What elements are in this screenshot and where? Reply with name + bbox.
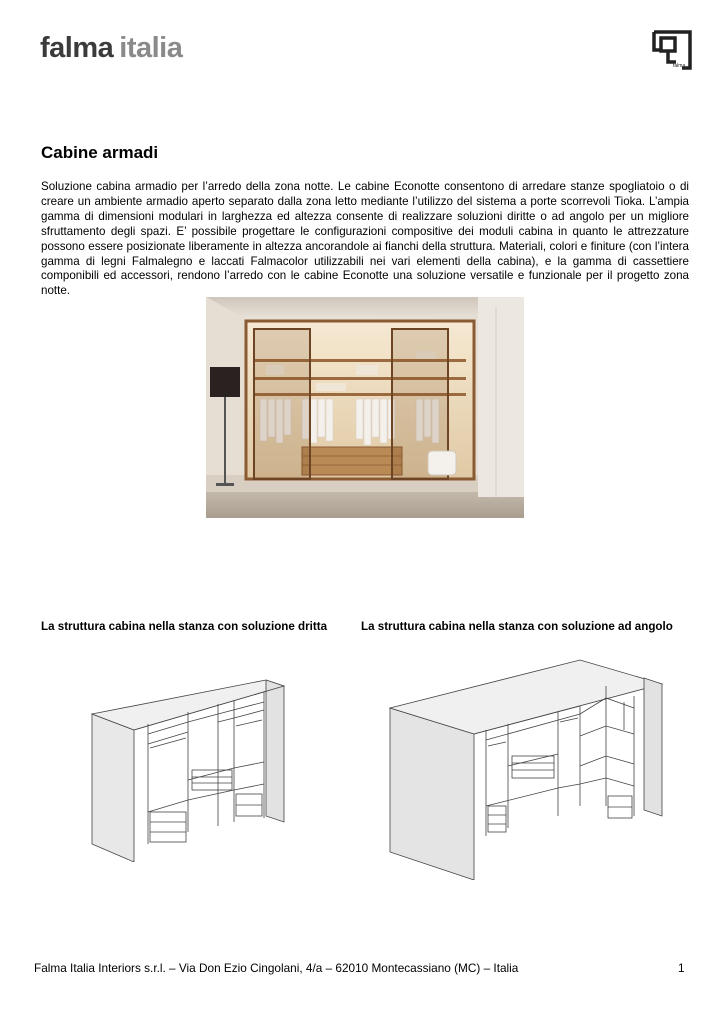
brand-logo: [40, 34, 182, 63]
mark-text: falma: [673, 63, 686, 69]
caption-straight-solution: La struttura cabina nella stanza con soluzione dritta: [41, 620, 328, 633]
page-title: Cabine armadi: [41, 143, 159, 162]
footer-address: Falma Italia Interiors s.r.l. – Via Don Ezio Cingolani, 4/a – 62010 Montecassiano (MC) – Italia: [34, 961, 519, 975]
brand-word-italia: italia: [119, 32, 183, 64]
page-number: 1: [678, 961, 685, 975]
walk-in-closet-photo: [206, 297, 524, 518]
caption-corner-solution: La struttura cabina nella stanza con soluzione ad angolo: [361, 620, 673, 633]
falma-mark-icon: [652, 30, 692, 70]
brand-word-falma: falma: [40, 32, 114, 64]
corner-cabin-drawing: [386, 656, 664, 880]
description-paragraph: Soluzione cabina armadio per l’arredo della zona notte. Le cabine Econotte consentono di arredare stanze spogliatoio o di creare un ambiente armadio aperto separato dalla zona letto mediante l’utilizzo del sistema a porte scorrevoli Tioka. L’ampia gamma di dimensioni modulari in larghezza ed altezza consente di realizzare soluzioni diritte o ad angolo per un migliore sfruttamento degli spazi. E’ possibile progettare le configurazioni compositive dei moduli cabina in quanto le attrezzature possono essere posizionate liberamente in altezza ancorandole ai fianchi della struttura. Materiali, colori e finiture (con l’intera gamma di legni Falmalegno e laccati Falmacolor utilizzabili nei vari elementi della cabina), e la gamma di cassettiere componibili ed accessori, rendono l’arredo con le cabine Econotte una soluzione versatile e funzionale per il progetto zona notte.: [41, 180, 689, 298]
straight-cabin-drawing: [88, 672, 298, 862]
